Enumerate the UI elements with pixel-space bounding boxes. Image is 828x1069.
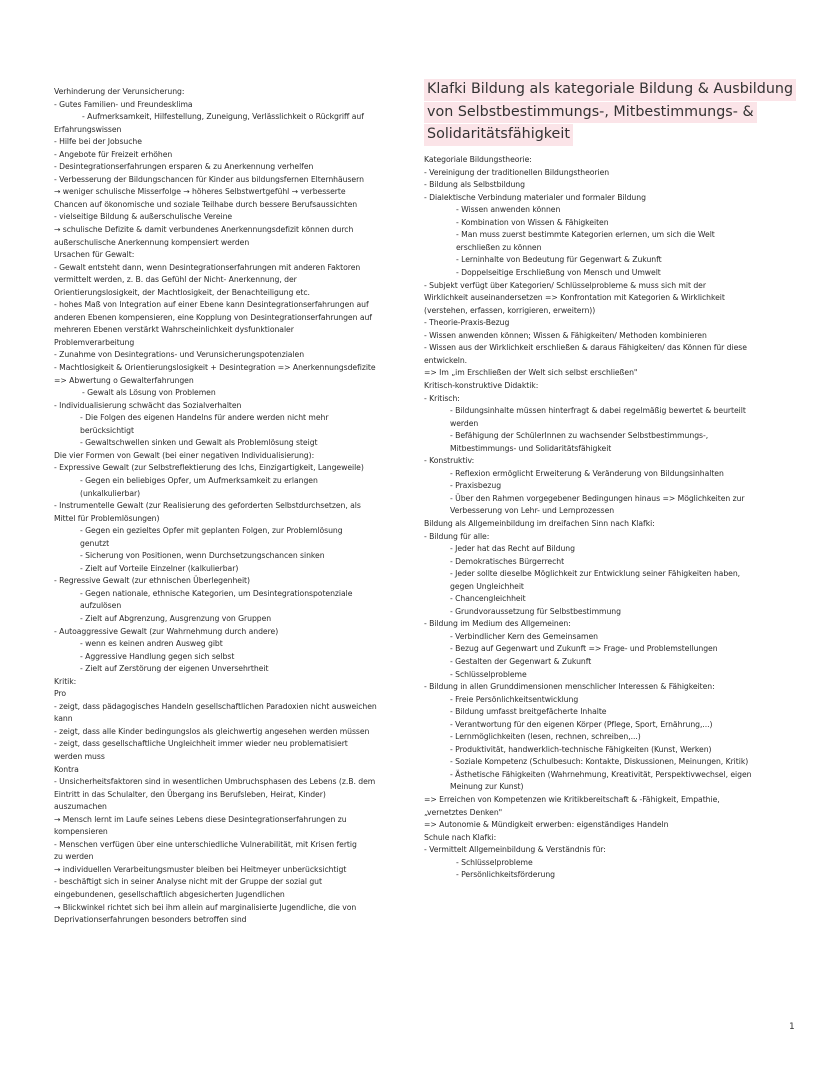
text-line: - Gewalt entsteht dann, wenn Desintegrationserfahrungen mit anderen Faktoren [54,262,361,272]
text-line: - Kombination von Wissen & Fähigkeiten [456,217,609,227]
text-line: - Jeder hat das Recht auf Bildung [450,544,575,554]
text-line: - Jeder sollte dieselbe Möglichkeit zur Entwicklung seiner Fähigkeiten haben, [450,569,741,579]
text-line: - Vermittelt Allgemeinbildung & Verständnis für: [424,845,606,855]
text-line: - Verantwortung für den eigenen Körper (Pflege, Sport, Ernährung,...) [450,719,713,729]
page-title [424,78,794,146]
text-line: Orientierungslosigkeit, der Machtlosigkeit, der Benachteiligung etc. [54,287,310,297]
right-column [424,78,794,882]
text-line: - Subjekt verfügt über Kategorien/ Schlüsselprobleme & muss sich mit der [424,280,706,290]
text-line: Mittel für Problemlösungen) [54,513,160,523]
text-line: - Autoaggressive Gewalt (zur Wahrnehmung durch andere) [54,626,279,636]
text-line: Chancen auf ökonomische und soziale Teilhabe durch bessere Berufsaussichten [54,199,358,209]
text-line: - Lernmöglichkeiten (lesen, rechnen, schreiben,...) [450,732,641,742]
text-line: - Bildung in allen Grunddimensionen menschlicher Interessen & Fähigkeiten: [424,682,715,692]
text-line: Pro [54,689,67,699]
text-line: - Gegen nationale, ethnische Kategorien, um Desintegrationspotenziale [80,588,353,598]
text-line: => Im „im Erschließen der Welt sich selbst erschließen" [424,368,638,378]
text-line: Eintritt in das Schulalter, den Übergang ins Berufsleben, Heirat, Kinder) [54,789,326,799]
text-line: berücksichtigt [80,425,134,435]
text-line: - Bildung als Selbstbildung [424,180,525,190]
text-line: - Reflexion ermöglicht Erweiterung & Veränderung von Bildungsinhalten [450,468,724,478]
text-line: - Regressive Gewalt (zur ethnischen Überlegenheit) [54,576,250,586]
text-line: - Aufmerksamkeit, Hilfestellung, Zuneigung, Verlässlichkeit o Rückgriff auf [82,112,364,122]
text-line: „vernetztes Denken" [424,807,503,817]
text-line: erschließen zu können [456,242,542,252]
text-line: - Schlüsselprobleme [450,669,527,679]
text-line: - zeigt, dass gesellschaftliche Ungleichheit immer wieder neu problematisiert [54,739,348,749]
text-line: - Individualisierung schwächt das Sozialverhalten [54,400,242,410]
text-line: eingebundenen, gesellschaftlich abgesicherten Jugendlichen [54,890,285,899]
text-line: - Machtlosigkeit & Orientierungslosigkeit + Desintegration => Anerkennungsdefizite [54,363,376,373]
text-line: - Wissen anwenden können [456,205,561,215]
text-line: - Wissen aus der Wirklichkeit erschließen & daraus Fähigkeiten/ das Können für diese [424,343,747,353]
text-line: kann [54,714,73,724]
text-line: - Doppelseitige Erschließung von Mensch und Umwelt [456,268,661,278]
text-line: => Abwertung o Gewalterfahrungen [54,375,194,385]
text-line: - Schlüsselprobleme [456,857,533,867]
text-line: - Über den Rahmen vorgegebener Bedingungen hinaus => Möglichkeiten zur [450,493,745,503]
text-line: aufzulösen [80,601,122,611]
text-line: - vielseitige Bildung & außerschulische Vereine [54,212,233,222]
title-line: Klafki Bildung als kategoriale Bildung & Ausbildung [424,79,796,101]
text-line: - Aggressive Handlung gegen sich selbst [80,651,235,661]
text-line: - Soziale Kompetenz (Schulbesuch: Kontakte, Diskussionen, Meinungen, Kritik) [450,757,749,767]
text-line: Verhinderung der Verunsicherung: [54,87,185,96]
text-line: - Bildung im Medium des Allgemeinen: [424,619,571,629]
text-line: - Dialektische Verbindung materialer und formaler Bildung [424,192,646,202]
text-line: anderen Ebenen kompensieren, eine Kopplung von Desintegrationserfahrungen auf [54,312,372,322]
text-line: - Theorie-Praxis-Bezug [424,318,510,328]
left-column [54,86,394,927]
text-line: genutzt [80,538,110,548]
text-line: Problemverarbeitung [54,337,135,347]
text-line: entwickeln. [424,355,468,365]
text-line: - Lerninhalte von Bedeutung für Gegenwart & Zukunft [456,255,662,265]
text-line: vermittelt werden, z. B. das Gefühl der Nicht- Anerkennung, der [54,275,297,285]
title-line: von Selbstbestimmungs-, Mitbestimmungs- & [424,102,757,124]
text-line: - Gutes Familien- und Freundesklima [54,99,193,109]
text-line: → individuellen Verarbeitungsmuster bleiben bei Heitmeyer unberücksichtigt [54,864,347,874]
right-body [424,154,784,882]
text-line: - Bildung für alle: [424,531,490,541]
text-line: → weniger schulische Misserfolge → höheres Selbstwertgefühl → verbesserte [54,187,346,197]
text-line: Kontra [54,764,79,774]
text-line: - Ästhetische Fähigkeiten (Wahrnehmung, Kreativität, Perspektivwechsel, eigen [450,769,752,779]
text-line: - Demokratisches Bürgerrecht [450,556,565,566]
text-line: Kategoriale Bildungstheorie: [424,155,532,165]
text-line: - Grundvoraussetzung für Selbstbestimmung [450,606,621,616]
text-line: - Verbindlicher Kern des Gemeinsamen [450,631,598,641]
text-line: - Menschen verfügen über eine unterschiedliche Vulnerabilität, mit Krisen fertig [54,839,357,849]
text-line: gegen Ungleichheit [450,581,524,591]
text-line: - Gegen ein gezieltes Opfer mit geplanten Folgen, zur Problemlösung [80,526,343,536]
text-line: - Konstruktiv: [424,456,475,466]
text-line: - Angebote für Freizeit erhöhen [54,149,173,159]
text-line: - Zielt auf Abgrenzung, Ausgrenzung von Gruppen [80,613,272,623]
text-line: - Gewalt als Lösung von Problemen [82,388,216,398]
text-line: - Vereinigung der traditionellen Bildungstheorien [424,167,610,177]
text-line: - Zielt auf Zerstörung der eigenen Unversehrtheit [80,664,269,674]
text-line: - zeigt, dass alle Kinder bedingungslos als gleichwertig angesehen werden müssen [54,726,370,736]
text-line: - Freie Persönlichkeitsentwicklung [450,694,579,704]
text-line: - hohes Maß von Integration auf einer Ebene kann Desintegrationserfahrungen auf [54,300,369,310]
text-line: - Unsicherheitsfaktoren sind in wesentlichen Umbruchsphasen des Lebens (z.B. dem [54,777,376,787]
text-line: - Produktivität, handwerklich-technische Fähigkeiten (Kunst, Werken) [450,744,712,754]
text-line: - zeigt, dass pädagogisches Handeln gesellschaftlichen Paradoxien nicht ausweichen [54,701,377,711]
text-line: - Bildungsinhalte müssen hinterfragt & dabei regelmäßig bewertet & beurteilt [450,406,746,416]
text-line: Mitbestimmungs- und Solidaritätsfähigkeit [450,443,612,453]
text-line: → Mensch lernt im Laufe seines Lebens diese Desintegrationserfahrungen zu [54,814,347,824]
text-line: - Verbesserung der Bildungschancen für Kinder aus bildungsfernen Elternhäusern [54,174,364,184]
text-line: zu werden [54,852,94,862]
text-line: Verbesserung von Lehr- und Lernprozessen [450,506,615,516]
text-line: - Kritisch: [424,393,460,403]
text-line: - Expressive Gewalt (zur Selbstreflektierung des Ichs, Einzigartigkeit, Langeweile) [54,463,364,473]
text-line: Kritisch-konstruktive Didaktik: [424,380,539,390]
page-number: 1 [789,1022,795,1032]
text-line: Die vier Formen von Gewalt (bei einer negativen Individualisierung): [54,450,315,460]
text-line: werden muss [54,751,105,761]
text-line: - Gewaltschwellen sinken und Gewalt als Problemlösung steigt [80,438,318,448]
text-line: - Hilfe bei der Jobsuche [54,137,142,147]
text-line: - Bezug auf Gegenwart und Zukunft => Frage- und Problemstellungen [450,644,718,654]
text-line: Kritik: [54,676,77,686]
text-line: Schule nach Klafki: [424,832,497,842]
text-line: - Persönlichkeitsförderung [456,870,556,880]
text-line: - Praxisbezug [450,481,502,491]
text-line: Wirklichkeit auseinandersetzen => Konfrontation mit Kategorien & Wirklichkeit [424,293,725,303]
text-line: - Befähigung der SchülerInnen zu wachsender Selbstbestimmungs-, [450,431,709,441]
text-line: - Instrumentelle Gewalt (zur Realisierung des geforderten Selbstdurchsetzen, als [54,501,361,511]
text-line: Ursachen für Gewalt: [54,250,135,260]
text-line: außerschulische Anerkennung kompensiert werden [54,237,250,247]
title-line: Solidaritätsfähigkeit [424,124,573,146]
text-line: - Die Folgen des eigenen Handelns für andere werden nicht mehr [80,413,329,423]
text-line: - wenn es keinen andren Ausweg gibt [80,639,223,649]
text-line: - Sicherung von Positionen, wenn Durchsetzungschancen sinken [80,551,325,561]
text-line: - Wissen anwenden können; Wissen & Fähigkeiten/ Methoden kombinieren [424,330,707,340]
text-line: - Gestalten der Gegenwart & Zukunft [450,656,592,666]
text-line: - Gegen ein beliebiges Opfer, um Aufmerksamkeit zu erlangen [80,475,318,485]
text-line: (verstehen, erfassen, korrigieren, erweitern)) [424,305,596,315]
text-line: - Man muss zuerst bestimmte Kategorien erlernen, um sich die Welt [456,230,715,240]
text-line: Bildung als Allgemeinbildung im dreifachen Sinn nach Klafki: [424,518,655,528]
text-line: → schulische Defizite & damit verbundenes Anerkennungsdefizit können durch [54,225,354,235]
text-line: → Blickwinkel richtet sich bei ihm allein auf marginalisierte Jugendliche, die von [54,902,357,912]
text-line: Erfahrungswissen [54,124,122,134]
text-line: - Zunahme von Desintegrations- und Verunsicherungspotenzialen [54,350,305,360]
text-line: => Autonomie & Mündigkeit erwerben: eigenständiges Handeln [424,820,669,830]
text-line: - Desintegrationserfahrungen ersparen & zu Anerkennung verhelfen [54,162,314,172]
text-line: kompensieren [54,827,108,837]
text-line: - beschäftigt sich in seiner Analyse nicht mit der Gruppe der sozial gut [54,877,322,887]
text-line: mehreren Ebenen verstärkt Wahrscheinlichkeit dysfunktionaler [54,325,294,335]
text-line: werden [450,418,479,428]
text-line: => Erreichen von Kompetenzen wie Kritikbereitschaft & -Fähigkeit, Empathie, [424,795,720,804]
text-line: auszumachen [54,802,107,812]
text-line: Deprivationserfahrungen besonders betroffen sind [54,915,247,925]
text-line: Meinung zur Kunst) [450,782,524,792]
text-line: - Bildung umfasst breitgefächerte Inhalte [450,707,607,717]
text-line: (unkalkulierbar) [80,488,141,498]
text-line: - Zielt auf Vorteile Einzelner (kalkulierbar) [80,563,239,573]
text-line: - Chancengleichheit [450,594,526,604]
